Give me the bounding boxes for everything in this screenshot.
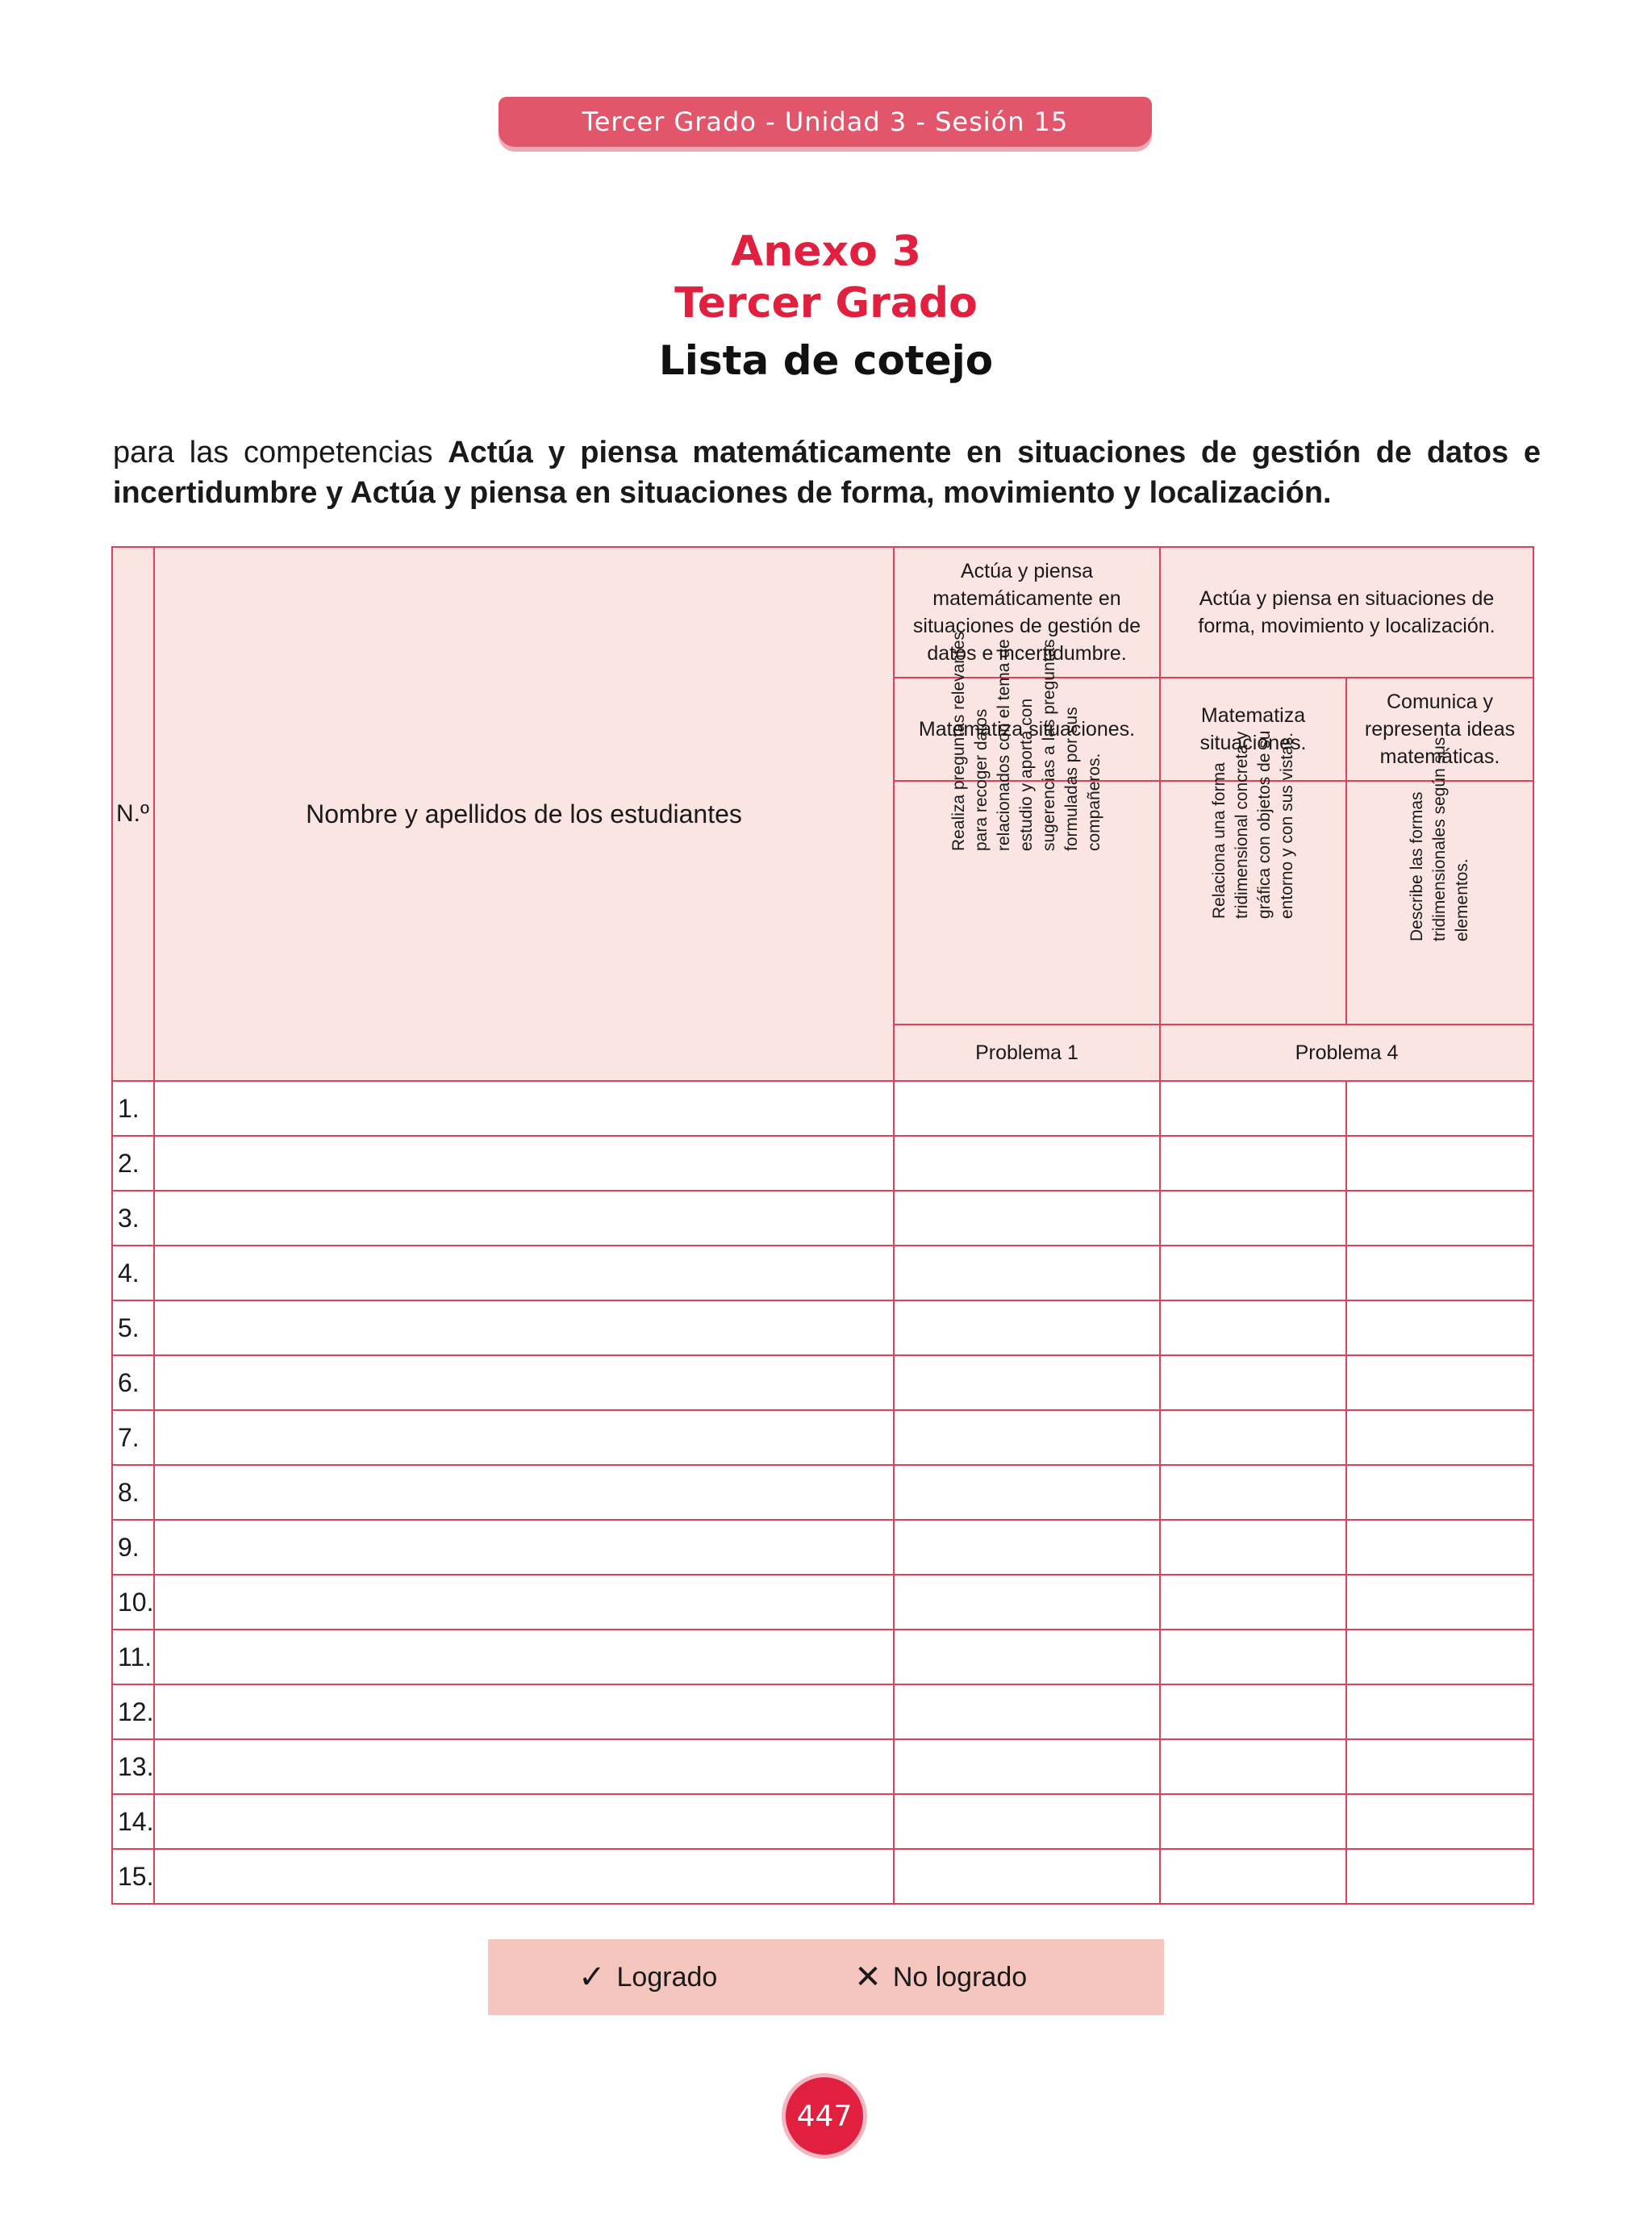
header-problema-1: Problema 1: [894, 1025, 1160, 1081]
problema-4b-cell[interactable]: [1346, 1246, 1533, 1300]
student-name-cell[interactable]: [154, 1684, 894, 1739]
student-name-cell[interactable]: [154, 1520, 894, 1575]
problema-4b-cell[interactable]: [1346, 1849, 1533, 1904]
student-name-cell[interactable]: [154, 1300, 894, 1355]
student-name-cell[interactable]: [154, 1739, 894, 1794]
problema-4a-cell[interactable]: [1160, 1081, 1346, 1136]
legend: [488, 1939, 1164, 2015]
table-row: [112, 1136, 1533, 1191]
row-number: 6.: [112, 1355, 154, 1410]
check-icon: ✓: [578, 1959, 606, 1995]
table-row: [112, 1300, 1533, 1355]
table-row: [112, 1849, 1533, 1904]
row-number: 10.: [112, 1575, 154, 1630]
header-student-name: Nombre y apellidos de los estudiantes: [154, 547, 894, 1081]
row-number: 9.: [112, 1520, 154, 1575]
header-number: N.º: [112, 547, 154, 1081]
intro-prefix: para las competencias: [113, 436, 448, 469]
row-number: 4.: [112, 1246, 154, 1300]
page-number: [782, 2073, 867, 2159]
row-number: 3.: [112, 1191, 154, 1246]
problema-1-cell[interactable]: [894, 1191, 1160, 1246]
row-number: 1.: [112, 1081, 154, 1136]
problema-4b-cell[interactable]: [1346, 1684, 1533, 1739]
student-name-cell[interactable]: [154, 1575, 894, 1630]
student-name-cell[interactable]: [154, 1794, 894, 1849]
problema-4a-cell[interactable]: [1160, 1246, 1346, 1300]
table-row: [112, 1684, 1533, 1739]
table-row: [112, 1794, 1533, 1849]
table-row: [112, 1410, 1533, 1465]
student-name-cell[interactable]: [154, 1849, 894, 1904]
problema-4a-cell[interactable]: [1160, 1465, 1346, 1520]
row-number: 15.: [112, 1849, 154, 1904]
header-problema-4: Problema 4: [1160, 1025, 1533, 1081]
row-number: 14.: [112, 1794, 154, 1849]
problema-1-cell[interactable]: [894, 1246, 1160, 1300]
problema-4a-cell[interactable]: [1160, 1191, 1346, 1246]
problema-1-cell[interactable]: [894, 1136, 1160, 1191]
intro-competencia-2: Actúa y piensa en situaciones de forma, movimiento y localización.: [350, 476, 1332, 510]
problema-4a-cell[interactable]: [1160, 1300, 1346, 1355]
table-row: [112, 1465, 1533, 1520]
grade-title: Tercer Grado: [674, 279, 978, 328]
student-name-cell[interactable]: [154, 1246, 894, 1300]
problema-4a-cell[interactable]: [1160, 1575, 1346, 1630]
student-name-cell[interactable]: [154, 1136, 894, 1191]
problema-1-cell[interactable]: [894, 1739, 1160, 1794]
problema-4b-cell[interactable]: [1346, 1410, 1533, 1465]
table-row: [112, 1355, 1533, 1410]
problema-1-cell[interactable]: [894, 1520, 1160, 1575]
problema-1-cell[interactable]: [894, 1300, 1160, 1355]
intro-paragraph: [113, 432, 1541, 513]
header-capacidad-1: Matematiza situaciones.: [894, 678, 1160, 781]
problema-4a-cell[interactable]: [1160, 1136, 1346, 1191]
problema-4b-cell[interactable]: [1346, 1355, 1533, 1410]
table-row: [112, 1191, 1533, 1246]
problema-4a-cell[interactable]: [1160, 1355, 1346, 1410]
header-capacidad-3: Comunica y representa ideas matemáticas.: [1346, 678, 1533, 781]
problema-1-cell[interactable]: [894, 1630, 1160, 1684]
student-name-cell[interactable]: [154, 1191, 894, 1246]
desempeno-2-text: Relaciona una forma tridimensional concreta y gráfica con objetos de su entorno y con sus vistas.: [1209, 730, 1296, 919]
header-capacidad-2: Matematiza situaciones.: [1160, 678, 1346, 781]
problema-1-cell[interactable]: [894, 1465, 1160, 1520]
problema-1-cell[interactable]: [894, 1849, 1160, 1904]
table-row: [112, 1246, 1533, 1300]
student-name-cell[interactable]: [154, 1465, 894, 1520]
problema-4b-cell[interactable]: [1346, 1520, 1533, 1575]
problema-1-cell[interactable]: [894, 1410, 1160, 1465]
x-icon: ✕: [854, 1959, 882, 1995]
header-competencia-2: Actúa y piensa en situaciones de forma, movimiento y localización.: [1160, 547, 1533, 678]
row-number: 11.: [112, 1630, 154, 1684]
problema-4b-cell[interactable]: [1346, 1300, 1533, 1355]
problema-4a-cell[interactable]: [1160, 1849, 1346, 1904]
problema-4b-cell[interactable]: [1346, 1136, 1533, 1191]
problema-1-cell[interactable]: [894, 1684, 1160, 1739]
table-row: [112, 1520, 1533, 1575]
student-name-cell[interactable]: [154, 1081, 894, 1136]
problema-4b-cell[interactable]: [1346, 1191, 1533, 1246]
table-row: [112, 1630, 1533, 1684]
row-number: 7.: [112, 1410, 154, 1465]
legend-no-logrado: [854, 1959, 1027, 1996]
page-number-text: 447: [796, 2099, 853, 2133]
problema-1-cell[interactable]: [894, 1355, 1160, 1410]
problema-4b-cell[interactable]: [1346, 1794, 1533, 1849]
problema-4b-cell[interactable]: [1346, 1630, 1533, 1684]
problema-4a-cell[interactable]: [1160, 1630, 1346, 1684]
row-number: 5.: [112, 1300, 154, 1355]
problema-4b-cell[interactable]: [1346, 1575, 1533, 1630]
intro-competencia-1: Actúa y piensa matemáticamente en situaciones de gestión de datos e incertidumbre: [113, 436, 1541, 510]
legend-logrado-label: Logrado: [616, 1961, 718, 1993]
row-number: 12.: [112, 1684, 154, 1739]
header-desempeno-3: [1346, 737, 1533, 1025]
problema-1-cell[interactable]: [894, 1081, 1160, 1136]
problema-1-cell[interactable]: [894, 1575, 1160, 1630]
problema-4a-cell[interactable]: [1160, 1794, 1346, 1849]
checklist-table: [111, 546, 1534, 1905]
table-row: [112, 1739, 1533, 1794]
problema-1-cell[interactable]: [894, 1794, 1160, 1849]
student-name-cell[interactable]: [154, 1410, 894, 1465]
title-block: [0, 226, 1652, 389]
table-row: [112, 1575, 1533, 1630]
intro-connector: y: [317, 476, 351, 510]
problema-4b-cell[interactable]: [1346, 1739, 1533, 1794]
row-number: 8.: [112, 1465, 154, 1520]
problema-4a-cell[interactable]: [1160, 1520, 1346, 1575]
header-desempeno-2: [1160, 730, 1346, 1025]
legend-logrado: [578, 1959, 717, 1996]
problema-4a-cell[interactable]: [1160, 1684, 1346, 1739]
desempeno-3-text: Describe las formas tridimensionales según sus elementos.: [1408, 737, 1471, 941]
banner-text: Tercer Grado - Unidad 3 - Sesión 15: [582, 106, 1069, 137]
row-number: 2.: [112, 1136, 154, 1191]
desempeno-1-text: Realiza preguntas relevantes para recoger datos relacionados con el tema de estudio y aporta con sugerencias a las preguntas formuladas por sus compañeros.: [949, 632, 1103, 851]
table-row: [112, 1081, 1533, 1136]
student-name-cell[interactable]: [154, 1630, 894, 1684]
problema-4a-cell[interactable]: [1160, 1410, 1346, 1465]
annex-title: Anexo 3: [730, 227, 922, 276]
problema-4b-cell[interactable]: [1346, 1465, 1533, 1520]
legend-no-logrado-label: No logrado: [892, 1961, 1028, 1993]
problema-4b-cell[interactable]: [1346, 1081, 1533, 1136]
list-title: Lista de cotejo: [658, 337, 994, 384]
student-name-cell[interactable]: [154, 1355, 894, 1410]
problema-4a-cell[interactable]: [1160, 1739, 1346, 1794]
session-banner: [499, 97, 1152, 147]
header-competencia-1: Actúa y piensa matemáticamente en situaciones de gestión de datos e incertidumbre.: [894, 547, 1160, 678]
row-number: 13.: [112, 1739, 154, 1794]
